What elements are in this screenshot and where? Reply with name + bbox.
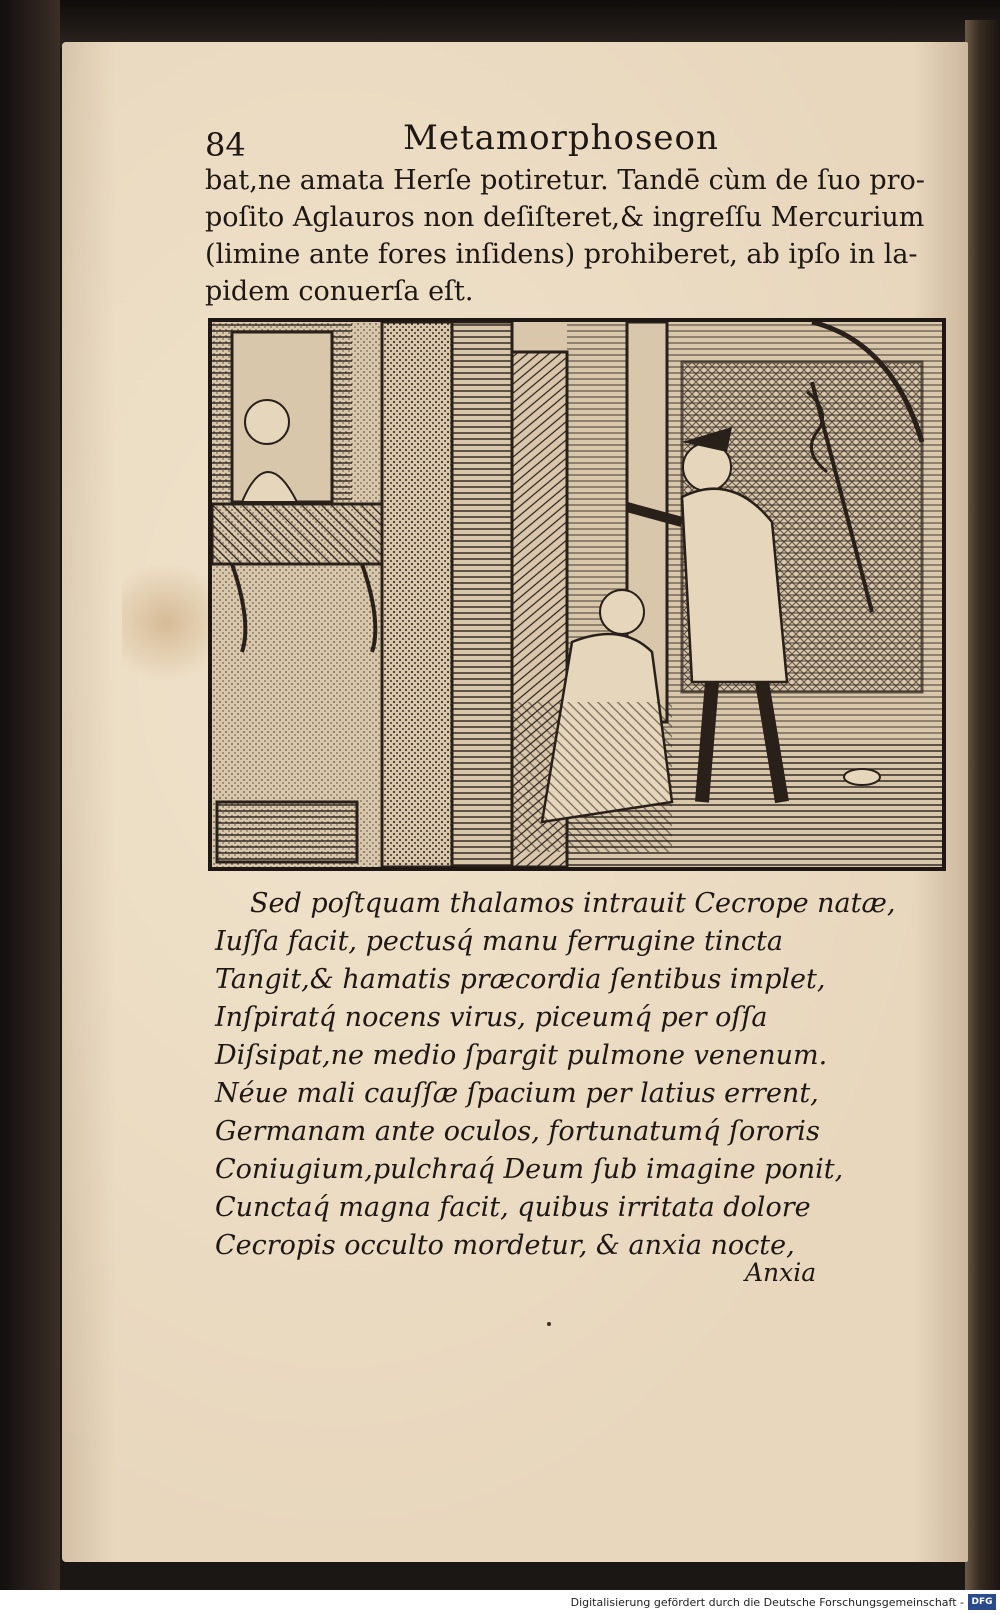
verse-line: Inſpiratq́ nocens virus, piceumq́ per oſſa bbox=[215, 1002, 768, 1033]
verse-line: Tangit,& hamatis præcordia ſentibus implet, bbox=[215, 964, 826, 995]
prose-line: poſito Aglauros non deſiſteret,& ingreſſu Mercurium bbox=[205, 202, 925, 233]
book-edge-right bbox=[965, 20, 1000, 1590]
verse-line: Sed poſtquam thalamos intrauit Cecrope natæ, bbox=[250, 888, 896, 919]
dfg-logo[interactable]: DFG bbox=[968, 1594, 996, 1610]
ink-speck bbox=[547, 1322, 551, 1326]
woodcut-illustration bbox=[208, 318, 946, 871]
prose-line: (limine ante fores inſidens) prohiberet, ab ipſo in la- bbox=[205, 239, 918, 270]
verse-block bbox=[215, 885, 915, 1265]
verse-line: Germanam ante oculos, fortunatumq́ ſororis bbox=[215, 1116, 820, 1147]
catchword: Anxia bbox=[745, 1258, 817, 1287]
page-number: 84 bbox=[205, 126, 246, 164]
running-title: Metamorphoseon bbox=[403, 118, 719, 158]
verse-line: Cunctaq́ magna facit, quibus irritata dolore bbox=[215, 1192, 811, 1223]
book-edge-top bbox=[60, 0, 1000, 48]
page-header bbox=[205, 118, 925, 168]
prose-paragraph bbox=[205, 162, 950, 310]
book-edge-left bbox=[0, 0, 60, 1590]
verse-line: Cecropis occulto mordetur, & anxia nocte, bbox=[215, 1230, 795, 1261]
prose-line: bat,ne amata Herſe potiretur. Tandē cùm de ſuo pro- bbox=[205, 165, 925, 196]
verse-line: Iuſſa facit, pectusq́ manu ferrugine tincta bbox=[215, 926, 783, 957]
digitization-credit: Digitalisierung gefördert durch die Deutsche Forschungsgemeinschaft - bbox=[570, 1596, 964, 1609]
verse-line: Coniugium,pulchraq́ Deum ſub imagine ponit, bbox=[215, 1154, 844, 1185]
prose-line: pidem conuerſa eſt. bbox=[205, 276, 474, 307]
verse-line: Néue mali cauſſæ ſpacium per latius errent, bbox=[215, 1078, 819, 1109]
verse-line: Diſsipat,ne medio ſpargit pulmone venenum. bbox=[215, 1040, 828, 1071]
